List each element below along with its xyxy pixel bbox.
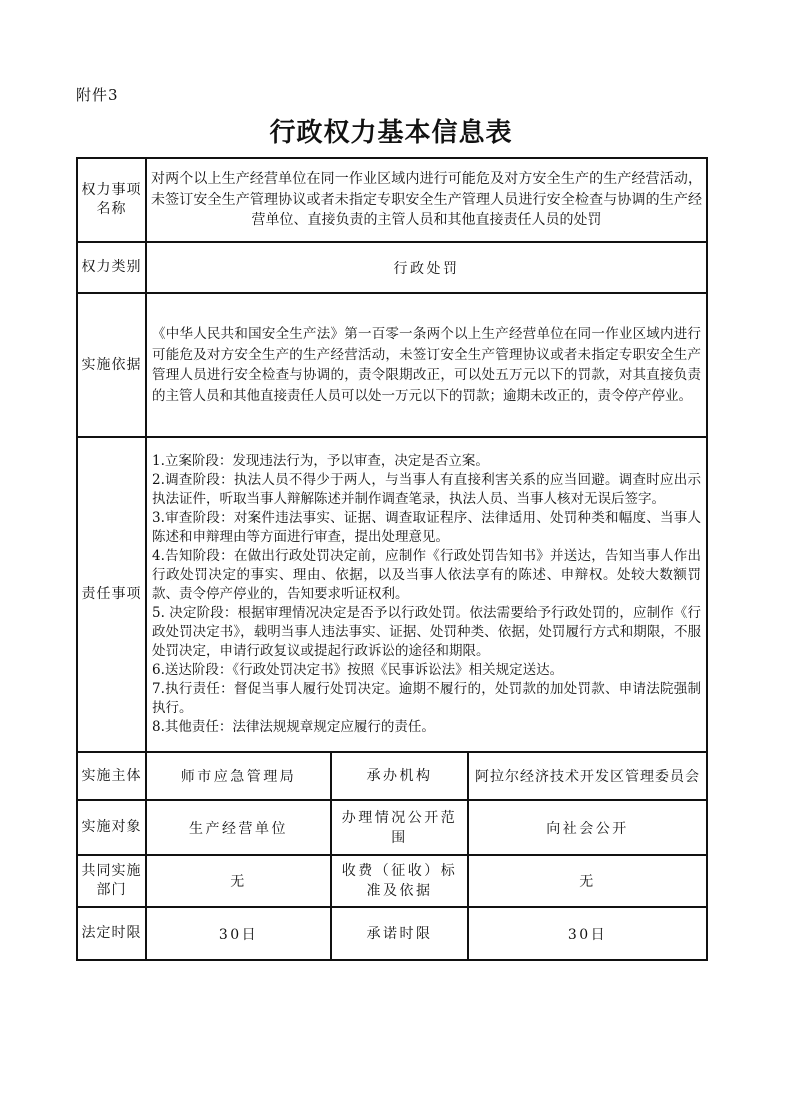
table-row-responsibility (77, 437, 707, 752)
label-disclosure-scope: 办理情况公开范围 (331, 800, 468, 855)
table-row-power-category (77, 242, 707, 293)
value-joint-department: 无 (146, 855, 331, 907)
label-legal-time-limit: 法定时限 (77, 907, 146, 960)
label-undertaking-agency: 承办机构 (331, 752, 468, 800)
responsibility-step-1: 1.立案阶段：发现违法行为，予以审查，决定是否立案。 (152, 453, 489, 469)
label-joint-department: 共同实施部门 (77, 855, 146, 907)
document-page (76, 0, 706, 961)
table-row-target (77, 800, 707, 855)
responsibility-step-5: 5. 决定阶段：根据审理情况决定是否予以行政处罚。依法需要给予行政处罚的，应制作《行政处罚决定书》，载明当事人违法事实、证据、处罚种类、依据，处罚履行方式和期限，不服处罚决定，申请行政复议或提起行政诉讼的途径和期限。 (152, 605, 701, 659)
responsibility-step-3: 3.审查阶段：对案件违法事实、证据、调查取证程序、法律适用、处罚种类和幅度、当事人陈述和申辩理由等方面进行审查，提出处理意见。 (152, 510, 701, 545)
value-disclosure-scope: 向社会公开 (468, 800, 707, 855)
value-power-item-name: 对两个以上生产经营单位在同一作业区域内进行可能危及对方安全生产的生产经营活动，未签订安全生产管理协议或者未指定专职安全生产管理人员进行安全检查与协调的生产经营单位、直接负责的主管人员和其他直接责任人员的处罚 (146, 158, 707, 242)
responsibility-step-8: 8.其他责任：法律法规规章规定应履行的责任。 (152, 719, 435, 735)
label-implementation-target: 实施对象 (77, 800, 146, 855)
label-responsibility-items: 责任事项 (77, 437, 146, 752)
value-implementer: 师市应急管理局 (146, 752, 331, 800)
attachment-label: 附件3 (76, 86, 119, 104)
value-promised-time-limit: 30日 (468, 907, 707, 960)
table-row-power-item (77, 158, 707, 242)
value-legal-time-limit: 30日 (146, 907, 331, 960)
label-implementation-basis: 实施依据 (77, 293, 146, 437)
label-charge-standard: 收费（征收）标准及依据 (331, 855, 468, 907)
label-promised-time-limit: 承诺时限 (331, 907, 468, 960)
admin-power-info-table (76, 157, 708, 961)
value-implementation-basis: 《中华人民共和国安全生产法》第一百零一条两个以上生产经营单位在同一作业区域内进行可能危及对方安全生产的生产经营活动，未签订安全生产管理协议或者未指定专职安全生产管理人员进行安全检查与协调的，责令限期改正，可以处五万元以下的罚款，对其直接负责的主管人员和其他直接责任人员可以处一万元以下的罚款；逾期未改正的，责令停产停业。 (146, 293, 707, 437)
table-row-implementation-basis (77, 293, 707, 437)
label-power-item-name: 权力事项名称 (77, 158, 146, 242)
table-row-implementer (77, 752, 707, 800)
page-title: 行政权力基本信息表 (269, 118, 513, 148)
label-implementer: 实施主体 (77, 752, 146, 800)
table-row-joint-department (77, 855, 707, 907)
table-row-time-limit (77, 907, 707, 960)
value-charge-standard: 无 (468, 855, 707, 907)
value-power-category: 行政处罚 (146, 242, 707, 293)
value-undertaking-agency: 阿拉尔经济技术开发区管理委员会 (468, 752, 707, 800)
responsibility-step-2: 2.调查阶段：执法人员不得少于两人，与当事人有直接利害关系的应当回避。调查时应出示执法证件，听取当事人辩解陈述并制作调查笔录，执法人员、当事人核对无误后签字。 (152, 472, 701, 507)
value-responsibility-items (146, 437, 707, 752)
value-implementation-target: 生产经营单位 (146, 800, 331, 855)
label-power-category: 权力类别 (77, 242, 146, 293)
responsibility-step-7: 7.执行责任：督促当事人履行处罚决定。逾期不履行的，处罚款的加处罚款、申请法院强制执行。 (152, 681, 701, 716)
responsibility-step-6: 6.送达阶段：《行政处罚决定书》按照《民事诉讼法》相关规定送达。 (152, 662, 564, 678)
responsibility-step-4: 4.告知阶段：在做出行政处罚决定前，应制作《行政处罚告知书》并送达，告知当事人作出行政处罚决定的事实、理由、依据，以及当事人依法享有的陈述、申辩权。处较大数额罚款、责令停产停业的，告知要求听证权利。 (152, 548, 701, 602)
